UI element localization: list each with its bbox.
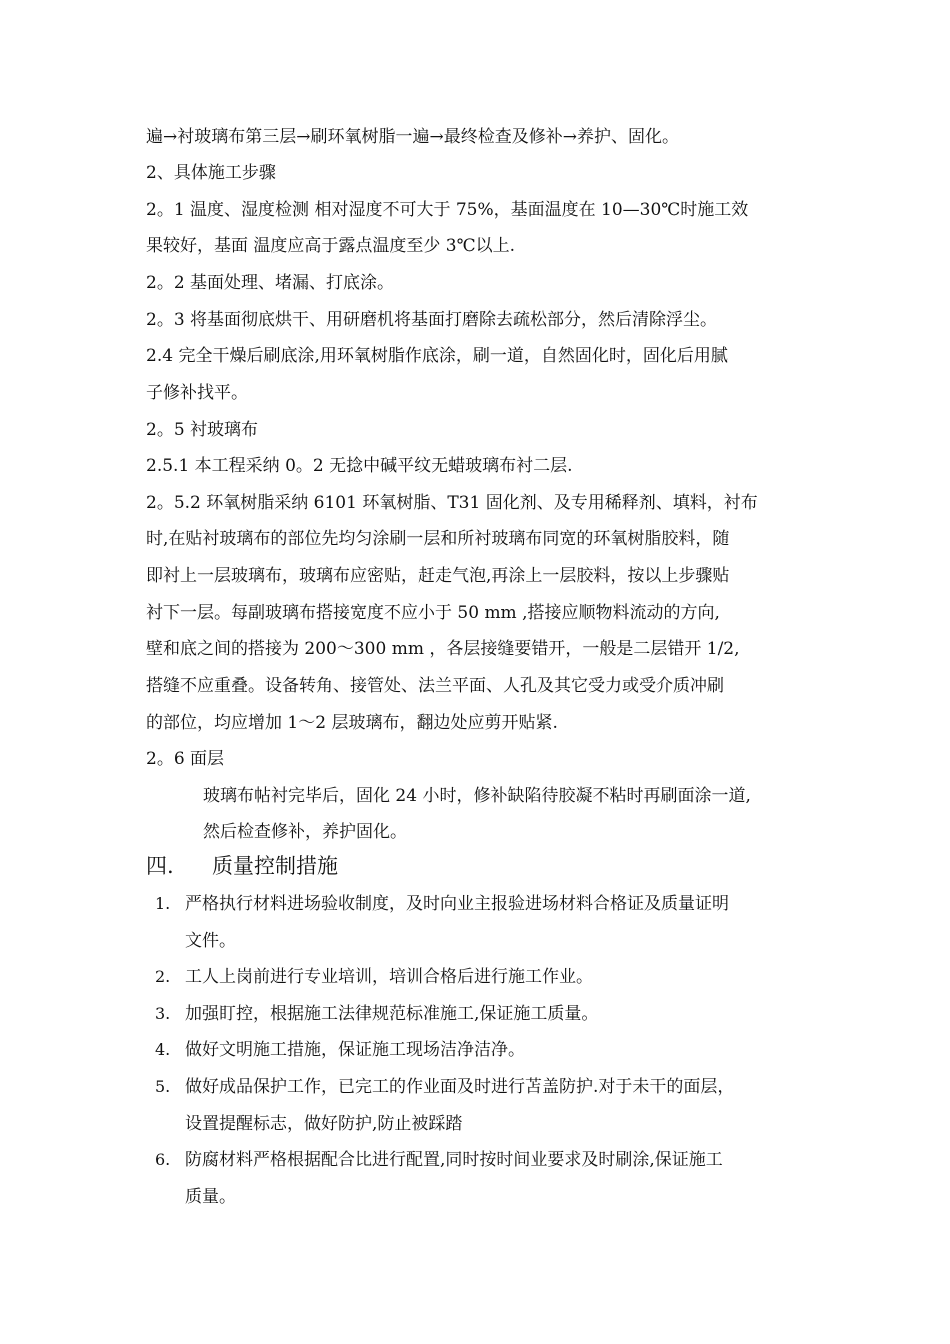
list-item-number: 3. — [155, 1004, 171, 1023]
indented-line: 玻璃布帖衬完毕后，固化 24 小时，修补缺陷待胶凝不粘时再刷面涂一道, — [203, 786, 751, 806]
paragraph-line: 时,在贴衬玻璃布的部位先均匀涂刷一层和所衬玻璃布同宽的环氧树脂胶料，随 — [146, 529, 730, 549]
list-item-text: 做好文明施工措施，保证施工现场洁净洁净。 — [185, 1040, 525, 1060]
paragraph-line: 2。6 面层 — [146, 749, 225, 769]
list-item-number: 5. — [155, 1077, 171, 1096]
list-item-text: 工人上岗前进行专业培训，培训合格后进行施工作业。 — [185, 967, 593, 987]
list-item-number: 2. — [155, 967, 171, 986]
paragraph-line: 2。5.2 环氧树脂采纳 6101 环氧树脂、T31 固化剂、及专用稀释剂、填料，衬布 — [146, 493, 758, 513]
paragraph-line: 2。1 温度、湿度检测 相对湿度不可大于 75%，基面温度在 10—30℃时施工效 — [146, 200, 749, 220]
subheading-steps: 2、具体施工步骤 — [146, 163, 276, 183]
list-item-text: 质量。 — [185, 1187, 236, 1207]
paragraph-line: 2。5 衬玻璃布 — [146, 420, 259, 440]
section-title: 质量控制措施 — [212, 854, 338, 878]
paragraph-line: 遍→衬玻璃布第三层→刷环氧树脂一遍→最终检查及修补→养护、固化。 — [146, 127, 679, 147]
paragraph-line: 的部位，均应增加 1～2 层玻璃布，翻边处应剪开贴紧. — [146, 713, 558, 733]
list-item-number: 1. — [155, 894, 171, 913]
paragraph-line: 果较好，基面 温度应高于露点温度至少 3℃以上. — [146, 236, 516, 256]
list-item-text: 做好成品保护工作，已完工的作业面及时进行苫盖防护.对于未干的面层， — [185, 1077, 735, 1097]
paragraph-line: 壁和底之间的搭接为 200～300 mm ，各层接缝要错开，一般是二层错开 1/2, — [146, 639, 740, 659]
list-item-text: 严格执行材料进场验收制度，及时向业主报验进场材料合格证及质量证明 — [185, 894, 729, 914]
list-item-text: 文件。 — [185, 931, 236, 951]
indented-line: 然后检查修补，养护固化。 — [203, 822, 407, 842]
paragraph-line: 搭缝不应重叠。设备转角、接管处、法兰平面、人孔及其它受力或受介质冲刷 — [146, 676, 724, 696]
paragraph-line: 子修补找平。 — [146, 383, 248, 403]
list-item-number: 4. — [155, 1040, 171, 1059]
list-item-text: 防腐材料严格根据配合比进行配置,同时按时间业要求及时刷涂,保证施工 — [185, 1150, 723, 1170]
paragraph-line: 2.5.1 本工程采纳 0。2 无捻中碱平纹无蜡玻璃布衬二层. — [146, 456, 573, 476]
list-item-text: 加强盯控，根据施工法律规范标准施工,保证施工质量。 — [185, 1004, 599, 1024]
paragraph-line: 2.4 完全干燥后刷底涂,用环氧树脂作底涂，刷一道，自然固化时，固化后用腻 — [146, 346, 728, 366]
paragraph-line: 2。3 将基面彻底烘干、用研磨机将基面打磨除去疏松部分，然后清除浮尘。 — [146, 310, 718, 330]
paragraph-line: 即衬上一层玻璃布，玻璃布应密贴，赶走气泡,再涂上一层胶料，按以上步骤贴 — [146, 566, 730, 586]
paragraph-line: 2。2 基面处理、堵漏、打底涂。 — [146, 273, 395, 293]
list-item-number: 6. — [155, 1150, 171, 1169]
list-item-text: 设置提醒标志，做好防护,防止被踩踏 — [185, 1114, 463, 1134]
section-number: 四. — [146, 854, 174, 878]
paragraph-line: 衬下一层。每副玻璃布搭接宽度不应小于 50 mm ,搭接应顺物料流动的方向, — [146, 603, 720, 623]
